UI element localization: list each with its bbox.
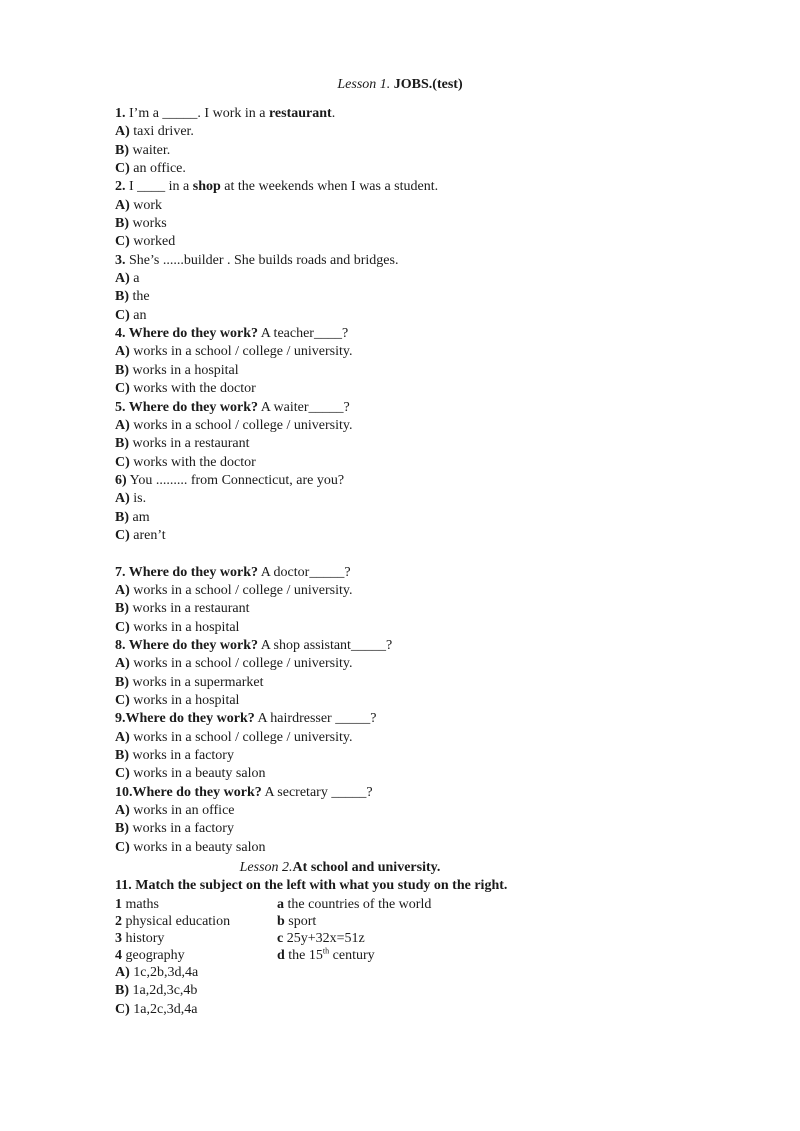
option-a: A) works in a school / college / university. (115, 729, 353, 745)
option-c: C) aren’t (115, 527, 166, 543)
question-7: 7. Where do they work? A doctor_____? (115, 564, 351, 580)
option-b: B) works in a restaurant (115, 601, 250, 617)
question-11: 11. Match the subject on the left with what you study on the right. (115, 878, 508, 893)
option-b: B) 1a,2d,3c,4b (115, 983, 198, 999)
match-row (115, 896, 715, 913)
match-row (115, 947, 715, 964)
option-a: A) works in a school / college / university. (115, 582, 353, 598)
option-a: A) works in an office (115, 803, 235, 819)
option-c: C) works in a hospital (115, 619, 240, 635)
option-a: A) 1c,2b,3d,4a (115, 965, 199, 980)
match-left-item: 2 physical education (115, 914, 231, 929)
option-b: B) works in a hospital (115, 362, 239, 378)
option-c: C) works with the doctor (115, 381, 256, 397)
option-c: C) worked (115, 234, 176, 250)
match-row (115, 930, 715, 947)
option-c: C) an office. (115, 161, 186, 177)
question-3: 3. She’s ......builder . She builds roads and bridges. (115, 252, 399, 268)
match-left-item: 1 maths (115, 897, 159, 912)
match-left-item: 3 history (115, 931, 165, 946)
option-a: A) works in a school / college / university. (115, 656, 353, 672)
question-8: 8. Where do they work? A shop assistant_____? (115, 637, 393, 653)
question-2: 2. I ____ in a shop at the weekends when I was a student. (115, 179, 439, 195)
option-a: A) works in a school / college / university. (115, 417, 353, 433)
question-5: 5. Where do they work? A waiter_____? (115, 399, 350, 415)
match-left-item: 4 geography (115, 948, 185, 963)
question-11-options (115, 964, 198, 1019)
question-6: 6) You ......... from Connecticut, are you? (115, 472, 345, 488)
match-right-item: b sport (277, 914, 317, 929)
option-b: B) waiter. (115, 142, 171, 158)
option-b: B) am (115, 509, 150, 525)
match-right-item: d the 15th century (277, 946, 375, 963)
question-4: 4. Where do they work? A teacher____? (115, 326, 349, 342)
option-a: A) is. (115, 491, 147, 507)
option-a: A) taxi driver. (115, 124, 194, 140)
option-b: B) works in a restaurant (115, 436, 250, 452)
spacer (115, 545, 715, 563)
question-11-prompt-wrap (115, 877, 715, 895)
option-c: C) an (115, 307, 147, 323)
option-a: A) a (115, 271, 140, 287)
option-c: C) works in a hospital (115, 693, 240, 708)
question-1: 1. I’m a _____. I work in a restaurant. (115, 106, 336, 121)
match-right-item: a the countries of the world (277, 897, 432, 912)
option-a: A) works in a school / college / university. (115, 344, 353, 360)
option-a: A) work (115, 197, 163, 213)
matching-table (115, 896, 715, 964)
option-c: C) 1a,2c,3d,4a (115, 1001, 198, 1017)
match-right-item: c 25y+32x=51z (277, 931, 365, 946)
option-b: B) works (115, 216, 167, 232)
questions-section (115, 105, 715, 857)
match-row (115, 913, 715, 930)
option-b: B) works in a supermarket (115, 674, 264, 690)
option-b: B) works in a factory (115, 748, 234, 764)
question-10: 10.Where do they work? A secretary _____? (115, 784, 373, 800)
page-title: Lesson 1. JOBS.(test) (337, 77, 463, 92)
section-heading: Lesson 2.At school and university. (239, 860, 441, 875)
option-b: B) works in a factory (115, 821, 234, 837)
question-9: 9.Where do they work? A hairdresser _____? (115, 711, 377, 727)
option-c: C) works with the doctor (115, 454, 256, 470)
option-c: C) works in a beauty salon (115, 766, 266, 782)
option-b: B) the (115, 289, 150, 305)
option-c: C) works in a beauty salon (115, 839, 266, 855)
